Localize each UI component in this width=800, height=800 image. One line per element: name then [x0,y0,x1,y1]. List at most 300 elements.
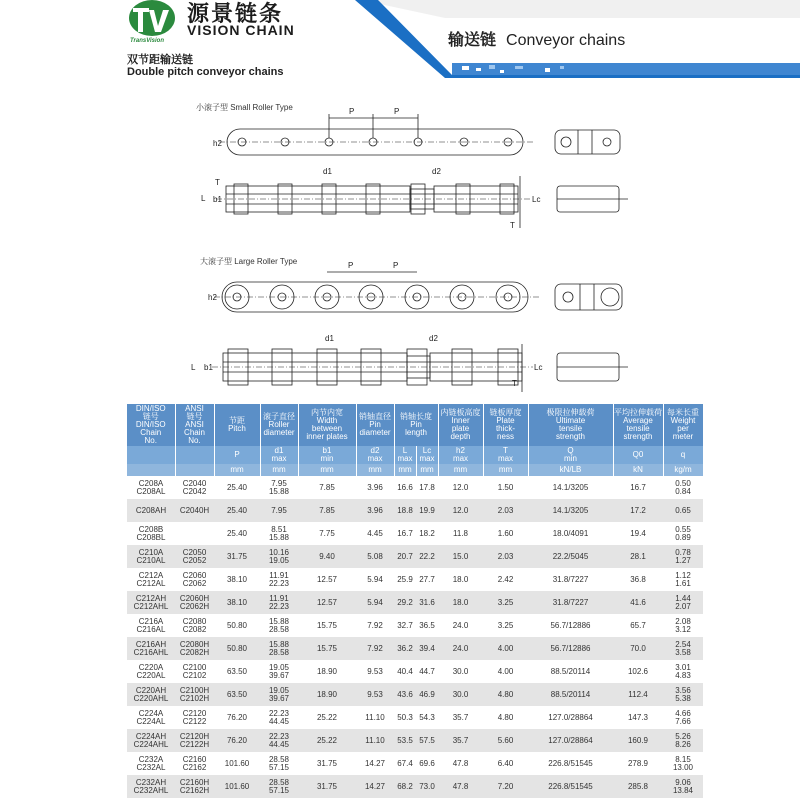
cell-d1-line: 57.15 [268,785,290,795]
cell-L: 16.6 [394,476,416,499]
cell-d1 [260,706,298,729]
section-title-cn: 双节距输送链 [127,53,193,66]
table-unit-row: mm mm mm mm mm mm mm mm kN/LB kN kg/m [127,464,703,476]
cell-Q: 226.8/51545 [528,752,613,775]
cell-Q0: 19.4 [613,522,663,545]
cell-din-line: C212A [138,570,164,580]
cell-q-line: 3.12 [675,624,691,634]
small-roller-caption: 小滚子型 Small Roller Type [196,103,293,112]
cell-din [127,545,175,568]
cell-d1-line: 28.58 [268,624,290,634]
category-en: Conveyor chains [506,32,626,49]
th-width: 内节内宽 Width between inner plates [298,404,356,446]
cell-Lc: 54.3 [416,706,438,729]
cell-b1: 7.85 [298,499,356,522]
table-row [127,499,703,522]
spec-table-body [127,476,703,798]
cell-T: 5.60 [483,729,528,752]
table-row [127,476,703,499]
table-row [127,591,703,614]
cell-Lc: 44.7 [416,660,438,683]
th-roller: 滚子直径 Roller diameter [260,404,298,446]
th-pitch: 节距 Pitch [214,404,260,446]
cell-din-line: C216AHL [133,647,169,657]
cell-h2: 35.7 [438,729,483,752]
cell-T: 7.20 [483,775,528,798]
cell-ansi-line: C2100H [179,685,210,695]
cell-Q: 31.8/7227 [528,591,613,614]
cell-din-line: C216AL [136,624,166,634]
section-title-en: Double pitch conveyor chains [127,66,284,78]
cell-Q: 22.2/5045 [528,545,613,568]
th-pin-length: 销轴长度 Pin length [394,404,438,446]
cell-din [127,660,175,683]
cell-Q0: 70.0 [613,637,663,660]
cell-Q0: 17.2 [613,499,663,522]
pitch-label-3: P [348,261,354,270]
cell-d1-line: 28.58 [268,777,290,787]
cell-din [127,637,175,660]
cell-din-line: C208A [138,478,164,488]
cell-ansi [175,752,214,775]
cell-p: 25.40 [214,522,260,545]
cell-din-line: C220AH [135,685,167,695]
cell-ansi-line: C2162H [179,785,210,795]
cell-q [663,545,703,568]
cell-q-line: 5.26 [675,731,691,741]
cell-d1-line: 22.23 [268,708,290,718]
cell-ansi [175,499,214,522]
cell-h2: 24.0 [438,614,483,637]
cell-ansi [175,729,214,752]
cell-ansi-line: C2102H [179,693,210,703]
cell-p: 38.10 [214,568,260,591]
cell-Q: 56.7/12886 [528,637,613,660]
cell-d1 [260,568,298,591]
cell-d1 [260,522,298,545]
T-label-large: T [512,379,517,388]
cell-q [663,522,703,545]
cell-d1-line: 15.88 [268,639,290,649]
cell-b1: 15.75 [298,614,356,637]
cell-L: 20.7 [394,545,416,568]
th-ansi: ANSI 链号 ANSI Chain No. [175,404,214,446]
Lc-label-large: Lc [534,363,543,372]
table-row [127,706,703,729]
table-symbol-row: P d1 max b1 min d2 max L max Lc max h2 max T max Q min Q0 q [127,446,703,464]
L-label-large: L [191,363,196,372]
cell-q-line: 0.78 [675,547,691,557]
cell-q-line: 8.26 [675,739,691,749]
cell-Q: 226.8/51545 [528,775,613,798]
cell-d1-line: 28.58 [268,754,290,764]
cell-q-line: 5.38 [675,693,691,703]
cell-Lc: 17.8 [416,476,438,499]
cell-p: 101.60 [214,752,260,775]
cell-Lc: 73.0 [416,775,438,798]
cell-q [663,499,703,522]
cell-din [127,706,175,729]
cell-T: 4.80 [483,706,528,729]
cell-p: 31.75 [214,545,260,568]
cell-L: 50.3 [394,706,416,729]
cell-din [127,499,175,522]
cell-din [127,568,175,591]
cell-ansi-line: C2122 [182,716,207,726]
cell-Lc: 27.7 [416,568,438,591]
cell-d2: 9.53 [356,683,394,706]
cell-din-line: C216AH [135,639,167,649]
d1-label-small: d1 [323,167,332,176]
cell-q-line: 13.84 [672,785,694,795]
cell-ansi [175,545,214,568]
cell-q-line: 3.01 [675,662,691,672]
cell-din-line: C232A [138,754,164,764]
cell-d1 [260,683,298,706]
cell-d1 [260,660,298,683]
cell-q-line: 1.12 [675,570,691,580]
cell-Lc: 69.6 [416,752,438,775]
cell-h2: 11.8 [438,522,483,545]
th-din: DIN/ISO 链号 DIN/ISO Chain No. [127,404,175,446]
cell-q-line: 2.07 [675,601,691,611]
pitch-label-2: P [394,107,400,116]
cell-ansi [175,660,214,683]
cell-q-line: 2.54 [675,639,691,649]
cell-p: 63.50 [214,660,260,683]
cell-din-line: C220AHL [133,693,169,703]
cell-L: 53.5 [394,729,416,752]
cell-T: 1.50 [483,476,528,499]
cell-h2: 47.8 [438,775,483,798]
cell-ansi [175,568,214,591]
h2-label-large: h2 [208,293,217,302]
cell-Q0: 36.8 [613,568,663,591]
cell-q-line: 0.50 [675,478,691,488]
cell-h2: 12.0 [438,476,483,499]
cell-q [663,476,703,499]
table-row [127,683,703,706]
cell-q-line: 3.58 [675,647,691,657]
cell-Q0: 41.6 [613,591,663,614]
cell-q-line: 1.44 [675,593,691,603]
table-head-row [127,404,703,446]
L-label-small: L [201,194,206,203]
cell-Lc: 31.6 [416,591,438,614]
cell-q [663,614,703,637]
cell-d1-line: 19.05 [268,662,290,672]
cell-b1: 7.75 [298,522,356,545]
cell-din-line: C216A [138,616,164,626]
cell-q-line: 13.00 [672,762,694,772]
cell-d1 [260,476,298,499]
cell-q-line: 1.61 [675,578,691,588]
table-row [127,568,703,591]
Lc-label-small: Lc [532,195,541,204]
cell-b1: 25.22 [298,729,356,752]
large-roller-caption: 大滚子型 Large Roller Type [200,257,298,266]
cell-ansi-line: C2100 [182,662,207,672]
cell-T: 2.42 [483,568,528,591]
cell-d1-line: 8.51 [271,524,287,534]
cell-din [127,522,175,545]
cell-L: 18.8 [394,499,416,522]
cell-d2: 5.08 [356,545,394,568]
table-row [127,614,703,637]
cell-ansi [175,614,214,637]
h2-label-small: h2 [213,139,222,148]
cell-ansi-line: C2120 [182,708,207,718]
cell-d2: 5.94 [356,591,394,614]
cell-din [127,752,175,775]
cell-d1-line: 44.45 [268,716,290,726]
table-row [127,522,703,545]
cell-p: 25.40 [214,476,260,499]
cell-din-line: C210AL [136,555,166,565]
cell-h2: 47.8 [438,752,483,775]
cell-ansi-line: C2050 [182,547,207,557]
cell-din-line: C212AH [135,593,167,603]
pitch-label-1: P [349,107,355,116]
cell-Lc: 39.4 [416,637,438,660]
cell-L: 40.4 [394,660,416,683]
table-row [127,752,703,775]
cell-din-line: C224A [138,708,164,718]
cell-T: 4.00 [483,637,528,660]
cell-d1-line: 22.23 [268,601,290,611]
cell-ansi [175,637,214,660]
pitch-label-4: P [393,261,399,270]
cell-Q0: 65.7 [613,614,663,637]
table-row [127,660,703,683]
cell-L: 43.6 [394,683,416,706]
cell-q-line: 1.27 [675,555,691,565]
th-pin-dia: 销轴直径 Pin diameter [356,404,394,446]
cell-Q: 127.0/28864 [528,706,613,729]
cell-L: 25.9 [394,568,416,591]
cell-d1-line: 39.67 [268,693,290,703]
cell-d1 [260,614,298,637]
cell-h2: 24.0 [438,637,483,660]
cell-din-line: C208B [138,524,164,534]
brand-name-cn: 源景链条 [187,2,284,27]
cell-d2: 9.53 [356,660,394,683]
cell-h2: 12.0 [438,499,483,522]
cell-d1-line: 22.23 [268,578,290,588]
cell-d1-line: 15.88 [268,616,290,626]
cell-L: 36.2 [394,637,416,660]
cell-b1: 25.22 [298,706,356,729]
cell-ansi [175,775,214,798]
cell-q [663,660,703,683]
cell-q [663,775,703,798]
b1-label-small: b1 [213,195,222,204]
cell-d1 [260,729,298,752]
cell-d1 [260,752,298,775]
cell-ansi-line: C2062 [182,578,207,588]
d2-label-small: d2 [432,167,441,176]
cell-ansi-line: C2082 [182,624,207,634]
cell-b1: 12.57 [298,591,356,614]
cell-b1: 15.75 [298,637,356,660]
cell-Q: 14.1/3205 [528,476,613,499]
cell-Q0: 278.9 [613,752,663,775]
cell-Q: 88.5/20114 [528,660,613,683]
table-row [127,729,703,752]
cell-d2: 4.45 [356,522,394,545]
cell-d2: 11.10 [356,706,394,729]
cell-ansi-line: C2160H [179,777,210,787]
cell-h2: 35.7 [438,706,483,729]
cell-din [127,683,175,706]
cell-b1: 12.57 [298,568,356,591]
cell-din-line: C232AH [135,777,167,787]
cell-Q0: 160.9 [613,729,663,752]
cell-din [127,775,175,798]
cell-d1-line: 11.91 [269,570,289,580]
cell-q [663,729,703,752]
cell-din-line: C232AHL [133,785,169,795]
cell-T: 2.03 [483,499,528,522]
cell-ansi-line: C2060 [182,570,207,580]
cell-Q: 56.7/12886 [528,614,613,637]
cell-ansi-line: C2120H [179,731,210,741]
cell-b1: 31.75 [298,752,356,775]
cell-ansi [175,476,214,499]
cell-q [663,706,703,729]
cell-din [127,614,175,637]
cell-ansi-line: C2052 [182,555,207,565]
cell-q [663,683,703,706]
th-plate-thick: 链板厚度 Plate thick- ness [483,404,528,446]
cell-q-line: 0.55 [675,524,691,534]
cell-d1 [260,545,298,568]
cell-h2: 30.0 [438,660,483,683]
cell-Q0: 112.4 [613,683,663,706]
cell-q-line: 0.65 [675,505,691,515]
cell-T: 4.00 [483,660,528,683]
cell-din [127,591,175,614]
cell-din-line: C208AL [136,486,166,496]
cell-ansi-line: C2040H [179,505,210,515]
cell-Lc: 36.5 [416,614,438,637]
cell-ansi-line: C2060H [179,593,210,603]
cell-Lc: 18.2 [416,522,438,545]
cell-din-line: C232AL [136,762,166,772]
cell-h2: 15.0 [438,545,483,568]
spec-table [127,404,704,798]
cell-d1-line: 11.91 [269,593,289,603]
cell-Lc: 22.2 [416,545,438,568]
cell-T: 2.03 [483,545,528,568]
cell-q-line: 9.06 [675,777,691,787]
cell-d1 [260,775,298,798]
cell-d2: 14.27 [356,752,394,775]
cell-b1: 7.85 [298,476,356,499]
cell-ansi [175,683,214,706]
cell-L: 32.7 [394,614,416,637]
cell-q [663,591,703,614]
cell-Q0: 147.3 [613,706,663,729]
cell-L: 29.2 [394,591,416,614]
cell-Q0: 28.1 [613,545,663,568]
table-row [127,545,703,568]
cell-p: 76.20 [214,706,260,729]
cell-q [663,568,703,591]
cell-q-line: 7.66 [675,716,691,726]
cell-p: 50.80 [214,637,260,660]
cell-b1: 31.75 [298,775,356,798]
cell-h2: 18.0 [438,568,483,591]
cell-T: 6.40 [483,752,528,775]
b1-label-large: b1 [204,363,213,372]
cell-ansi [175,522,214,545]
cell-ansi-line: C2062H [179,601,210,611]
th-uts: 极限拉伸载荷 Ultimate tensile strength [528,404,613,446]
cell-h2: 30.0 [438,683,483,706]
cell-d1-line: 39.67 [268,670,290,680]
cell-L: 68.2 [394,775,416,798]
cell-d1-line: 28.58 [268,647,290,657]
cell-q-line: 0.89 [675,532,691,542]
cell-din-line: C212AHL [133,601,169,611]
th-weight: 每米长重 Weight per meter [663,404,703,446]
cell-din [127,729,175,752]
cell-q-line: 8.15 [675,754,691,764]
brand-name-en: VISION CHAIN [187,22,295,38]
cell-din [127,476,175,499]
cell-ansi [175,706,214,729]
cell-d2: 7.92 [356,637,394,660]
cell-d2: 7.92 [356,614,394,637]
cell-ansi [175,591,214,614]
cell-h2: 18.0 [438,591,483,614]
d2-label-large: d2 [429,334,438,343]
cell-din-line: C224AL [136,716,166,726]
cell-din-line: C224AHL [133,739,169,749]
cell-din-line: C224AH [135,731,167,741]
cell-T: 4.80 [483,683,528,706]
table-row [127,775,703,798]
cell-p: 76.20 [214,729,260,752]
cell-d1-line: 7.95 [271,478,287,488]
cell-ansi-line: C2162 [182,762,207,772]
cell-d1-line: 10.16 [268,547,290,557]
cell-p: 25.40 [214,499,260,522]
cell-ansi-line: C2102 [182,670,207,680]
cell-ansi-line: C2042 [182,486,207,496]
cell-ansi-line: C2122H [179,739,210,749]
cell-Lc: 19.9 [416,499,438,522]
cell-T: 1.60 [483,522,528,545]
cell-din-line: C212AL [136,578,166,588]
cell-d1-line: 19.05 [268,685,290,695]
cell-q [663,752,703,775]
cell-L: 16.7 [394,522,416,545]
cell-q-line: 3.56 [675,685,691,695]
cell-Q: 18.0/4091 [528,522,613,545]
cell-d1-line: 15.88 [268,486,290,496]
cell-din-line: C208BL [136,532,166,542]
cell-q [663,637,703,660]
cell-b1: 9.40 [298,545,356,568]
cell-ansi-line: C2040 [182,478,207,488]
cell-ansi-line: C2160 [182,754,207,764]
cell-T: 3.25 [483,591,528,614]
cell-d1-line: 57.15 [268,762,290,772]
cell-ansi-line: C2080 [182,616,207,626]
cell-Q0: 16.7 [613,476,663,499]
